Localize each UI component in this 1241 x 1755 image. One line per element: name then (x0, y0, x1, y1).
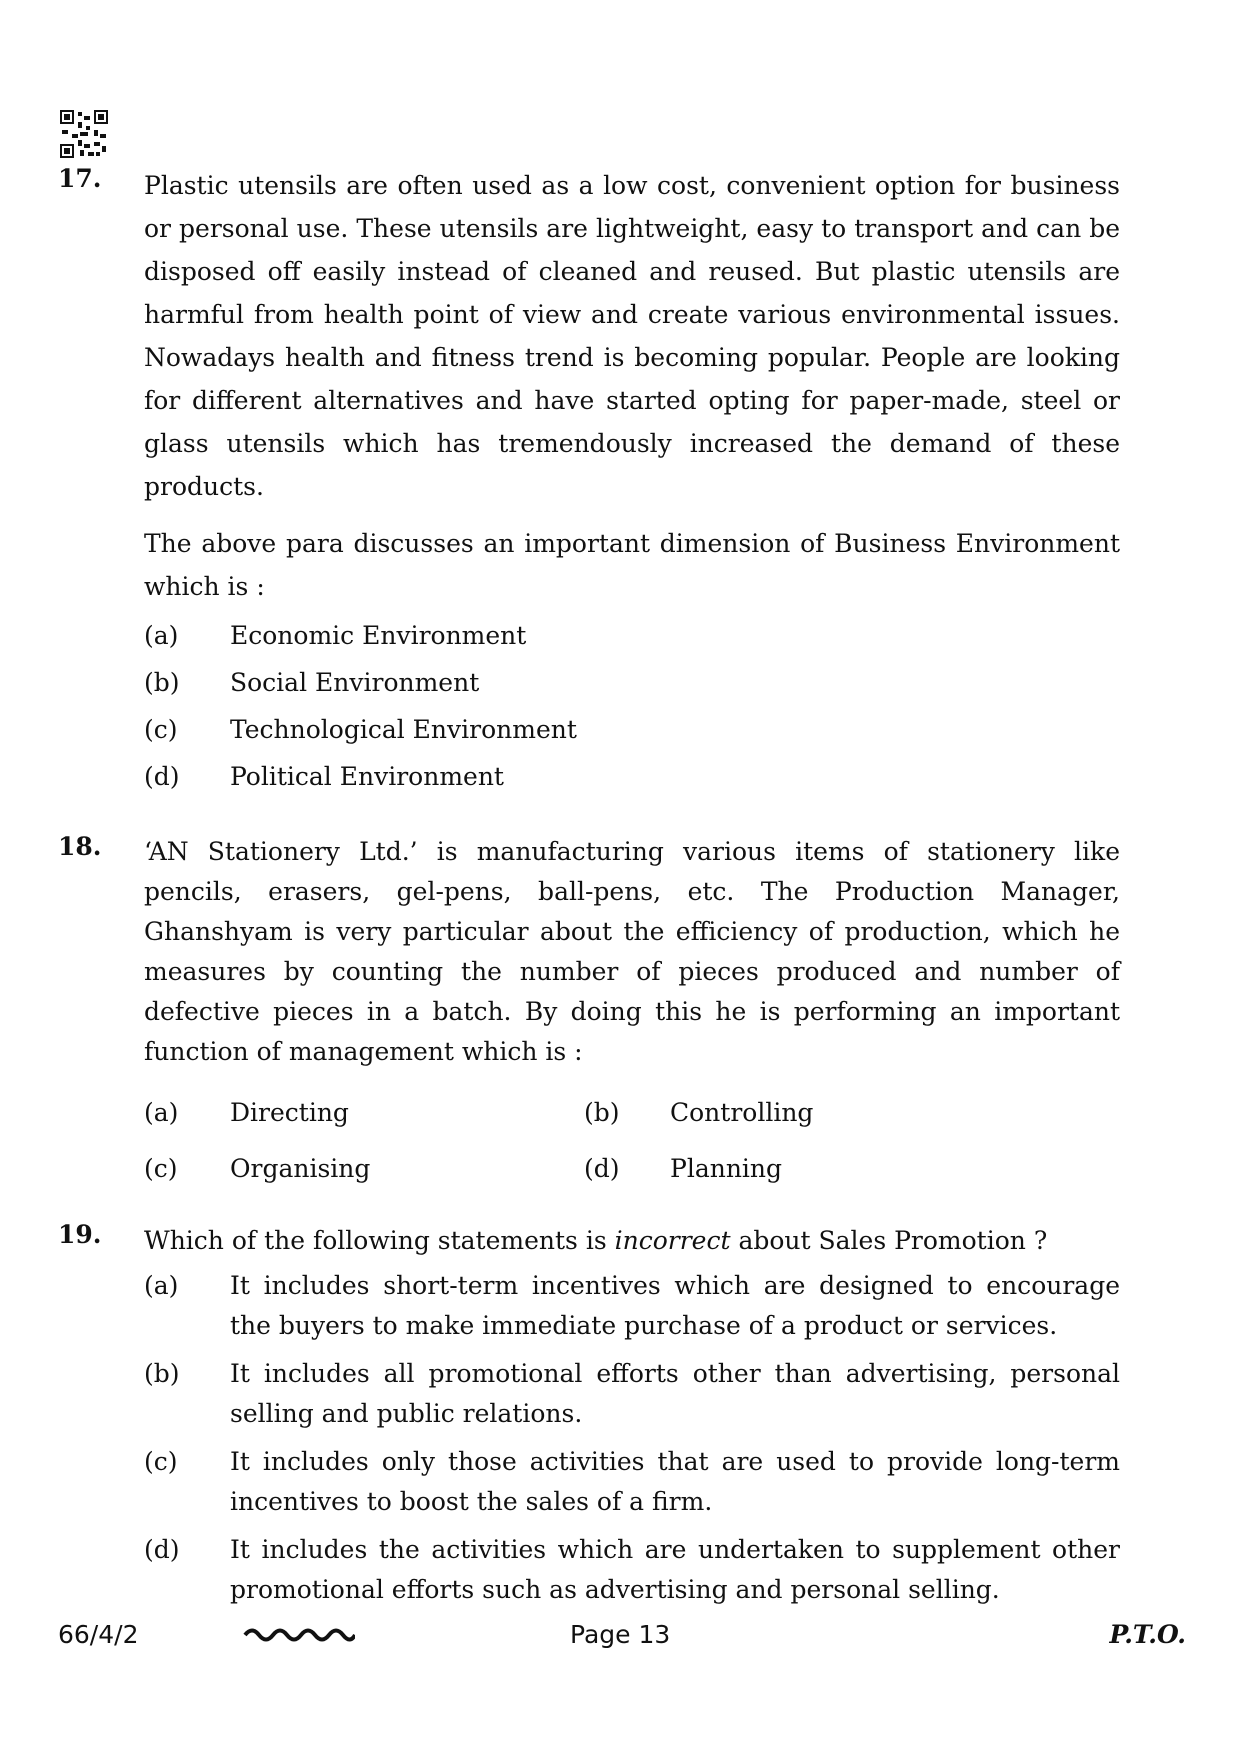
pto-label: P.T.O. (1109, 1620, 1186, 1649)
question-number: 18. (58, 832, 102, 861)
question-17 (58, 164, 1120, 800)
option-d: (d) Political Environment (144, 762, 504, 791)
option-a: (a) Economic Environment (144, 621, 527, 650)
question-prompt: The above para discusses an important dimension of Business Environment which is : (144, 529, 1120, 601)
option-b: (b) Controlling (584, 1098, 814, 1127)
option-c: (c) Organising (144, 1154, 371, 1183)
stem-emphasis: incorrect (614, 1226, 731, 1255)
option-a: (a) Directing (144, 1098, 349, 1127)
question-stem: Which of the following statements is incorrect about Sales Promotion ? (144, 1226, 1048, 1255)
question-19 (58, 1220, 1120, 1618)
option-b: (b) Social Environment (144, 668, 480, 697)
page-footer (58, 1620, 1186, 1660)
qr-code-icon (60, 110, 108, 158)
paper-code: 66/4/2 (58, 1620, 139, 1649)
option-b: (b) It includes all promotional efforts other than advertising, personal selling and public relations. (144, 1359, 1120, 1428)
option-d: (d) Planning (584, 1154, 783, 1183)
option-a: (a) It includes short-term incentives which are designed to encourage the buyers to make immediate purchase of a product or services. (144, 1271, 1120, 1340)
question-paragraph: ‘AN Stationery Ltd.’ is manufacturing various items of stationery like pencils, erasers, gel-pens, ball-pens, etc. The Production Manager, Ghanshyam is very particular about the efficiency of production, which he measures by counting the number of pieces produced and number of defective pieces in a batch. By doing this he is performing an important function of management which is : (144, 837, 1120, 1066)
question-number: 17. (58, 164, 102, 193)
question-18 (58, 832, 1120, 1192)
page-number: Page 13 (570, 1620, 671, 1649)
option-d: (d) It includes the activities which are undertaken to supplement other promotional efforts such as advertising and personal selling. (144, 1535, 1120, 1604)
wave-ornament (243, 1622, 355, 1651)
option-c: (c) Technological Environment (144, 715, 577, 744)
option-c: (c) It includes only those activities that are used to provide long-term incentives to boost the sales of a firm. (144, 1447, 1120, 1516)
question-paragraph: Plastic utensils are often used as a low cost, convenient option for business or personal use. These utensils are lightweight, easy to transport and can be disposed off easily instead of cleaned and reused. But plastic utensils are harmful from health point of view and create various environmental issues. Nowadays health and fitness trend is becoming popular. People are looking for different alternatives and have started opting for paper-made, steel or glass utensils which has tremendously increased the demand of these products. (144, 171, 1120, 501)
question-number: 19. (58, 1220, 102, 1249)
